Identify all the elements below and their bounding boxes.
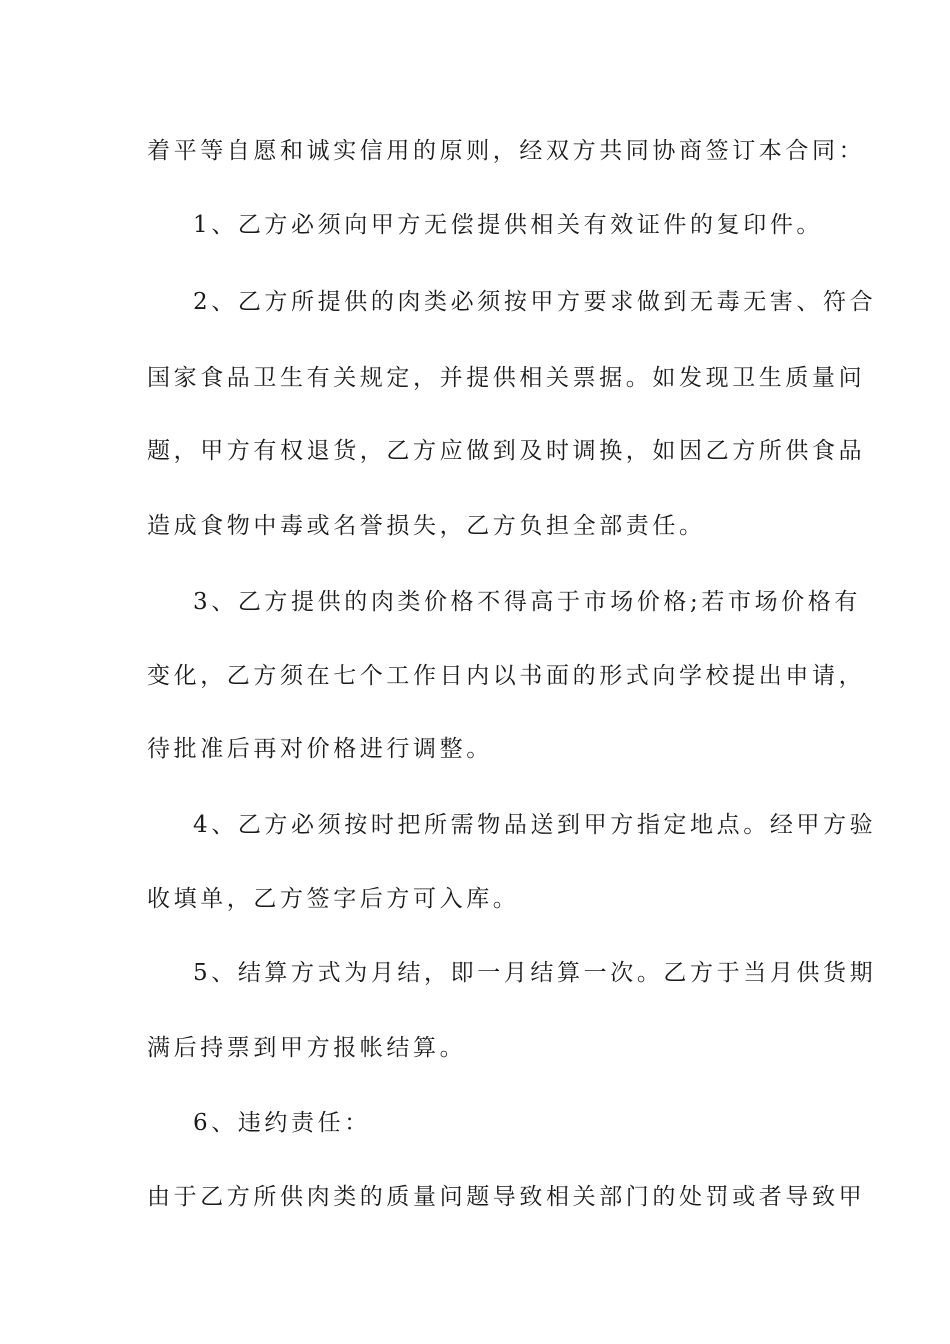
paragraph-line: 着平等自愿和诚实信用的原则，经双方共同协商签订本合同：	[147, 138, 866, 164]
clause-3-line: 变化，乙方须在七个工作日内以书面的形式向学校提出申请，	[147, 663, 866, 689]
clause-3-line: 3、乙方提供的肉类价格不得高于市场价格;若市场价格有	[193, 589, 861, 615]
clause-4-line: 4、乙方必须按时把所需物品送到甲方指定地点。经甲方验	[193, 812, 877, 838]
clause-3-line: 待批准后再对价格进行调整。	[147, 736, 493, 762]
clause-2-line: 2、乙方所提供的肉类必须按甲方要求做到无毒无害、符合	[193, 289, 877, 315]
clause-5-line: 5、结算方式为月结，即一月结算一次。乙方于当月供货期	[193, 960, 877, 986]
clause-2-line: 题，甲方有权退货，乙方应做到及时调换，如因乙方所供食品	[147, 438, 866, 464]
clause-4-line: 收填单，乙方签字后方可入库。	[147, 886, 520, 912]
clause-2-line: 造成食物中毒或名誉损失，乙方负担全部责任。	[147, 513, 706, 539]
clause-1-line: 1、乙方必须向甲方无偿提供相关有效证件的复印件。	[193, 212, 824, 238]
clause-6-heading: 6、违约责任：	[193, 1110, 371, 1136]
clause-5-line: 满后持票到甲方报帐结算。	[147, 1035, 467, 1061]
clause-6-line: 由于乙方所供肉类的质量问题导致相关部门的处罚或者导致甲	[147, 1184, 866, 1210]
clause-2-line: 国家食品卫生有关规定，并提供相关票据。如发现卫生质量问	[147, 365, 866, 391]
